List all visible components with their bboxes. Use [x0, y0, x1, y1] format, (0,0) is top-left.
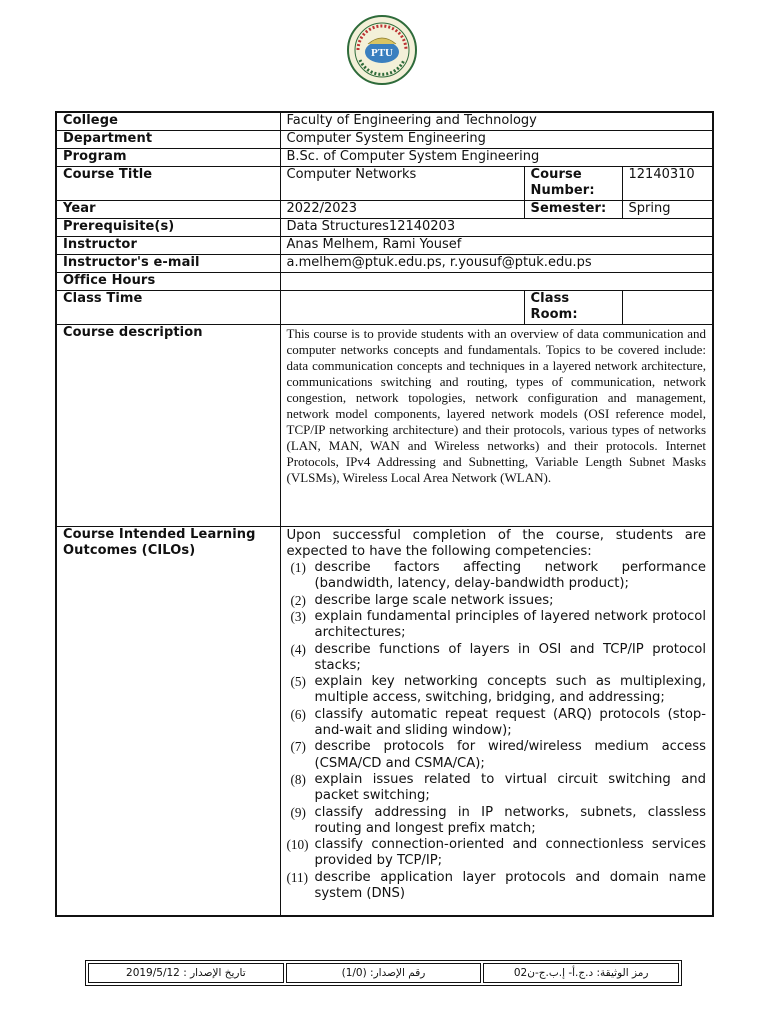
- department-label: Department: [56, 130, 280, 148]
- course-info-table: [55, 111, 714, 917]
- cilos-intro: Upon successful completion of the course, students are expected to have the following competencies:: [286, 527, 707, 559]
- instructor-value: Anas Melhem, Rami Yousef: [280, 236, 713, 254]
- semester-label: Semester:: [524, 200, 622, 218]
- course-description-text: This course is to provide students with an overview of data communication and computer networks concepts and fundamentals. Topics to be covered include: data communication concepts and techniques in a layered network architecture, communications switching and routing, types of communication, network congestion, network topologies, network configuration and management, network model components, layered network models (OSI reference model, TCP/IP networking architecture) and their protocols, various types of networks (LAN, MAN, WAN and Wireless networks) and their protocols. Internet Protocols, IPv4 Addressing and Subnetting, Variable Length Subnet Masks (VLSMs), Wireless Local Area Network (WLAN).: [280, 324, 713, 526]
- college-value: Faculty of Engineering and Technology: [280, 112, 713, 130]
- year-label: Year: [56, 200, 280, 218]
- cilo-item: (10) classify connection-oriented and connectionless services provided by TCP/IP;: [286, 837, 707, 869]
- cilos-list: [287, 560, 707, 902]
- row-prerequisite: [56, 218, 713, 236]
- row-course-title: [56, 166, 713, 200]
- course-number-label: Course Number:: [524, 166, 622, 200]
- cilo-item: (1) describe factors affecting network performance (bandwidth, latency, delay-bandwidth product);: [290, 560, 707, 592]
- program-label: Program: [56, 148, 280, 166]
- row-office-hours: [56, 272, 713, 290]
- footer-document-code: رمز الوثيقة: د.ج.أ- إ.ب.ج-ن02: [483, 963, 679, 983]
- logo-text: PTU: [371, 47, 393, 59]
- cilos-content: [280, 526, 713, 916]
- cilo-item: (4) describe functions of layers in OSI and TCP/IP protocol stacks;: [290, 641, 707, 673]
- department-value: Computer System Engineering: [280, 130, 713, 148]
- course-number-value: 12140310: [622, 166, 713, 200]
- row-class-time: [56, 290, 713, 324]
- cilos-label: Course Intended Learning Outcomes (CILOs): [56, 526, 280, 916]
- row-cilos: [56, 526, 713, 916]
- row-course-description: [56, 324, 713, 526]
- class-time-value: [280, 290, 524, 324]
- cilo-item: (8) explain issues related to virtual circuit switching and packet switching;: [290, 771, 707, 804]
- course-title-label: Course Title: [56, 166, 280, 200]
- cilo-item: (2) describe large scale network issues;: [290, 592, 554, 608]
- cilo-item: (5) explain key networking concepts such as multiplexing, multiple access, switching, bridging, and addressing;: [290, 674, 707, 706]
- course-title-value: Computer Networks: [280, 166, 524, 200]
- cilo-item: (7) describe protocols for wired/wireless medium access (CSMA/CD and CSMA/CA);: [290, 739, 707, 771]
- row-program: [56, 148, 713, 166]
- row-department: [56, 130, 713, 148]
- course-description-label: Course description: [56, 324, 280, 526]
- cilo-item: (6) classify automatic repeat request (ARQ) protocols (stop-and-wait and sliding window);: [290, 706, 707, 739]
- row-year: [56, 200, 713, 218]
- prerequisite-value: Data Structures12140203: [280, 218, 713, 236]
- row-email: [56, 254, 713, 272]
- footer-version: رقم الإصدار: (1/0): [286, 963, 482, 983]
- row-instructor: [56, 236, 713, 254]
- email-value: a.melhem@ptuk.edu.ps, r.yousuf@ptuk.edu.ps: [280, 254, 713, 272]
- instructor-label: Instructor: [56, 236, 280, 254]
- university-seal-icon: [346, 14, 418, 86]
- semester-value: Spring: [622, 200, 713, 218]
- office-hours-value: [280, 272, 713, 290]
- class-time-label: Class Time: [56, 290, 280, 324]
- cilo-item: (9) classify addressing in IP networks, subnets, classless routing and longest prefix match;: [290, 804, 707, 836]
- office-hours-label: Office Hours: [56, 272, 280, 290]
- row-college: [56, 112, 713, 130]
- cilo-item: (11) describe application layer protocols and domain name system (DNS): [286, 869, 707, 902]
- document-footer: [85, 960, 682, 986]
- year-value: 2022/2023: [280, 200, 524, 218]
- prerequisite-label: Prerequisite(s): [56, 218, 280, 236]
- email-label: Instructor's e-mail: [56, 254, 280, 272]
- college-label: College: [56, 112, 280, 130]
- program-value: B.Sc. of Computer System Engineering: [280, 148, 713, 166]
- footer-issue-date: تاريخ الإصدار : 2019/5/12: [88, 963, 284, 983]
- class-room-label: Class Room:: [524, 290, 622, 324]
- cilo-item: (3) explain fundamental principles of layered network protocol architectures;: [290, 608, 707, 641]
- class-room-value: [622, 290, 713, 324]
